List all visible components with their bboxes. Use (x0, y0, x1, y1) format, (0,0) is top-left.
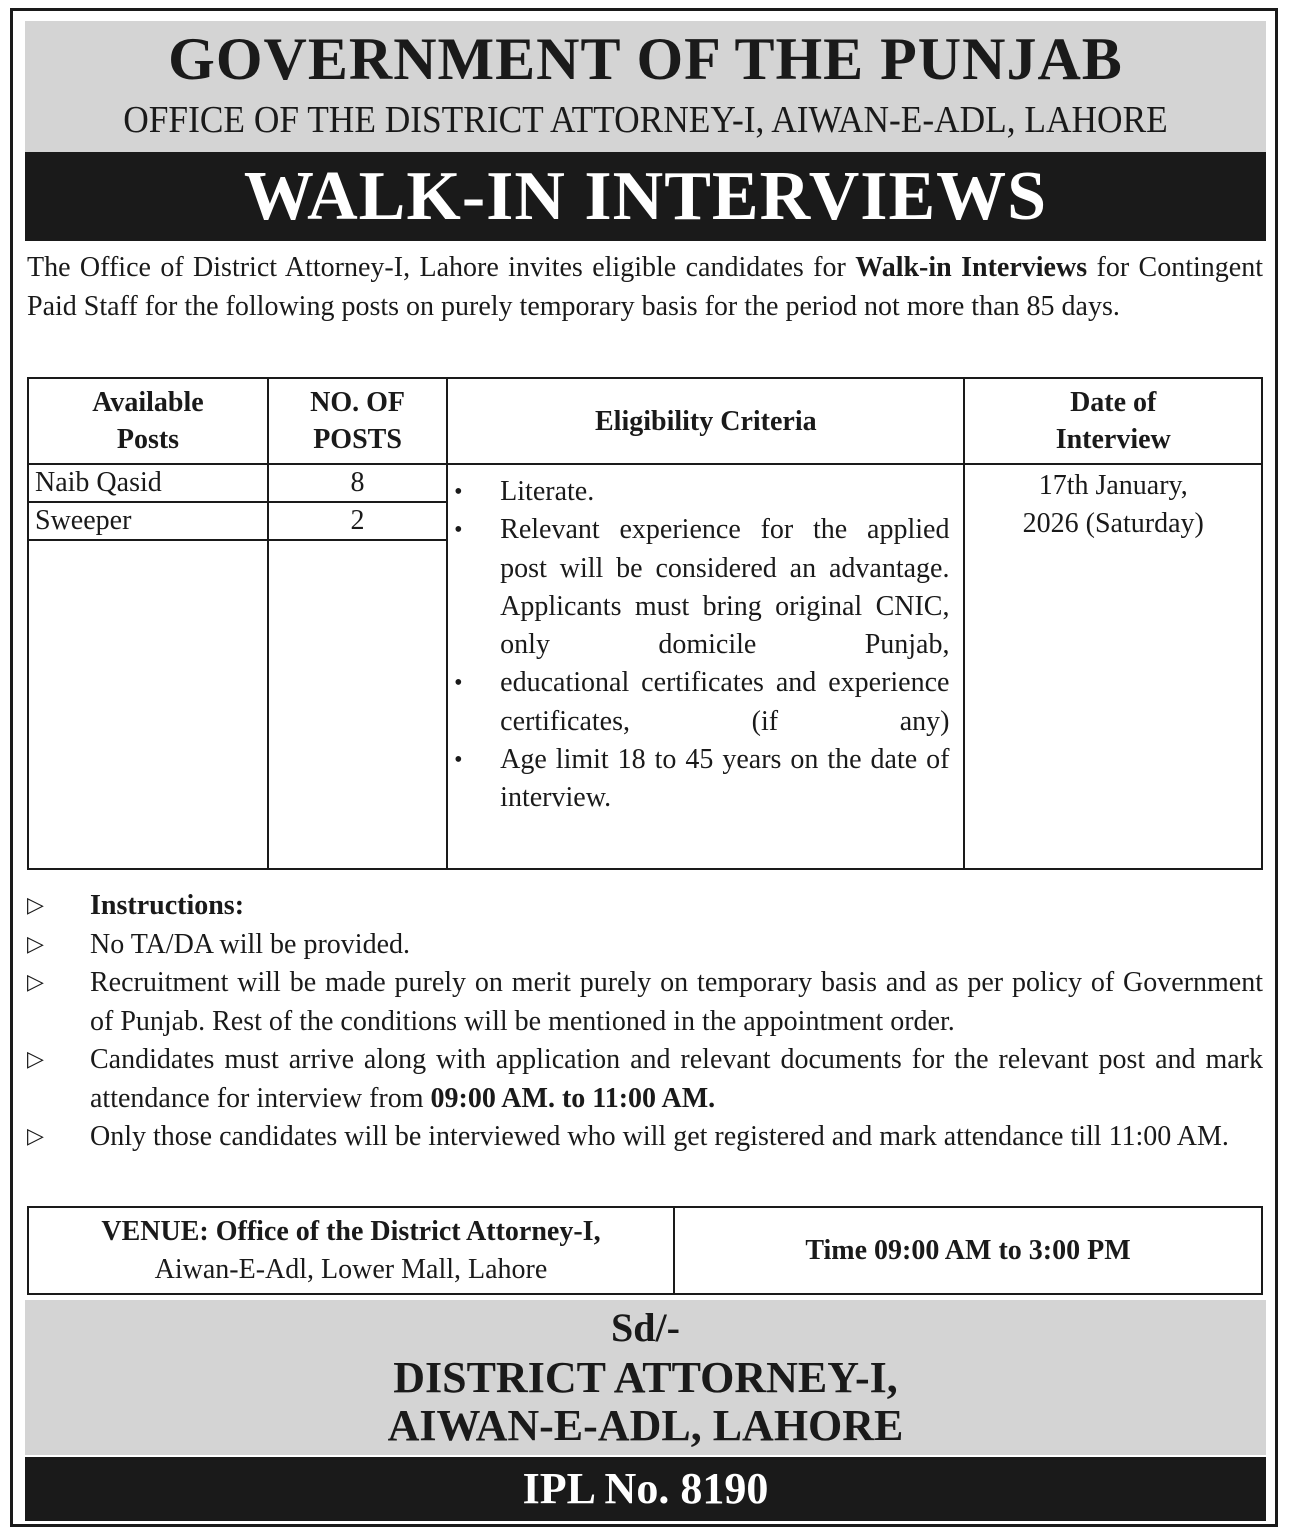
instruction-text: Candidates must arrive along with application and relevant documents for the relevant post and mark attendance for interview from (90, 1044, 1263, 1114)
header-eligibility-criteria: Eligibility Criteria (447, 378, 964, 464)
instruction-text: Recruitment will be made purely on merit purely on temporary basis and as per policy of Government of Punjab. Rest of the conditions will be mentioned in the appointment order. (90, 967, 1263, 1037)
posts-table (27, 377, 1263, 870)
interview-date-line1: 17th January, (1038, 470, 1188, 501)
header-count-line2: POSTS (313, 424, 402, 455)
post-name-cell: Sweeper (28, 502, 268, 540)
criteria-cell (447, 464, 964, 869)
header-count-line1: NO. OF (310, 387, 405, 418)
header-date-of-interview (964, 378, 1262, 464)
venue-address: Aiwan-E-Adl, Lower Mall, Lahore (154, 1253, 548, 1285)
instruction-time-bold: 09:00 AM. to 11:00 AM. (430, 1082, 716, 1114)
header-date-line1: Date of (1070, 387, 1157, 418)
instructions-list (27, 887, 1263, 1157)
empty-cell (28, 540, 268, 869)
header-posts-line1: Available (92, 387, 204, 418)
advertisement-page (10, 8, 1278, 1527)
signatory-address: AIWAN-E-ADL, LAHORE (387, 1401, 904, 1450)
venue-time-cell: Time 09:00 AM to 3:00 PM (674, 1207, 1262, 1294)
header-band (25, 21, 1266, 158)
header-posts-line2: Posts (116, 424, 180, 455)
criteria-item: • Relevant experience for the applied post will be considered an advantage. Applicants must bring original CNIC, only domicile Punjab, (448, 511, 949, 664)
instruction-item (27, 1041, 1263, 1118)
intro-text-1: The Office of District Attorney-I, Lahore invites eligible candidates for (27, 252, 856, 283)
triangle-right-icon: ▷ (27, 1047, 44, 1072)
header-no-of-posts (268, 378, 447, 464)
interview-date-cell (964, 464, 1262, 869)
instruction-item (27, 1118, 1263, 1157)
venue-row (28, 1207, 1262, 1294)
signature-sd: Sd/- (611, 1305, 680, 1350)
criteria-item: • Age limit 18 to 45 years on the date of interview. (448, 741, 949, 818)
post-count-cell: 2 (268, 502, 447, 540)
empty-cell (268, 540, 447, 869)
criteria-item: • educational certificates and experience certificates, (if any) (448, 664, 949, 741)
office-subtitle: OFFICE OF THE DISTRICT ATTORNEY-I, AIWAN-E-ADL, LAHORE (123, 99, 1168, 141)
triangle-right-icon: ▷ (27, 893, 44, 918)
walk-in-title: WALK-IN INTERVIEWS (243, 158, 1048, 235)
post-name-cell: Naib Qasid (28, 464, 268, 502)
interview-date-line2: 2026 (Saturday) (1022, 508, 1204, 539)
instruction-text: No TA/DA will be provided. (90, 928, 410, 960)
table-row (28, 464, 1262, 502)
instruction-text: Only those candidates will be interviewed who will get registered and mark attendance till 11:00 AM. (90, 1121, 1229, 1152)
ipl-number: IPL No. 8190 (522, 1464, 769, 1513)
instructions-heading-text: Instructions: (90, 890, 245, 921)
signatory-title: DISTRICT ATTORNEY-I, (393, 1353, 898, 1402)
criteria-item: • Literate. (448, 473, 949, 511)
header-available-posts (28, 378, 268, 464)
instruction-item (27, 964, 1263, 1041)
intro-text-2: for Contingent Paid Staff for the following posts on purely temporary basis for the period not more than 85 days. (27, 252, 1263, 322)
post-count-cell: 8 (268, 464, 447, 502)
instructions-heading (27, 887, 1263, 926)
triangle-right-icon: ▷ (27, 1124, 44, 1149)
instruction-item (27, 926, 1263, 965)
government-title: GOVERNMENT OF THE PUNJAB (168, 26, 1123, 92)
signature-band (25, 1300, 1266, 1455)
venue-label: VENUE: Office of the District Attorney-I, (101, 1215, 601, 1247)
intro-paragraph (27, 249, 1263, 326)
table-header-row (28, 378, 1262, 464)
ipl-band (25, 1457, 1266, 1521)
triangle-right-icon: ▷ (27, 970, 44, 995)
venue-table (27, 1206, 1263, 1295)
venue-cell (28, 1207, 674, 1294)
criteria-list (448, 473, 949, 818)
walk-in-banner (25, 152, 1266, 241)
intro-bold: Walk-in Interviews (855, 252, 1088, 283)
triangle-right-icon: ▷ (27, 931, 44, 957)
header-date-line2: Interview (1055, 424, 1171, 455)
